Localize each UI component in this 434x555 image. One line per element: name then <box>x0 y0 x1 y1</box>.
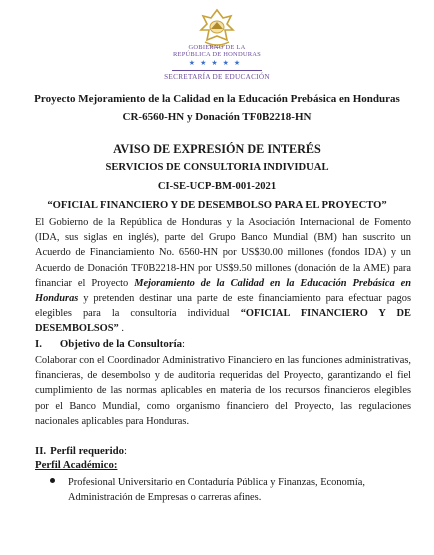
project-title: Proyecto Mejoramiento de la Calidad en la Educación Prebásica en Honduras <box>34 93 400 105</box>
bullet-icon <box>50 478 55 483</box>
section-2-number: II. <box>35 445 47 457</box>
notice-code: CI-SE-UCP-BM-001-2021 <box>157 181 277 192</box>
section-1-label: Objetivo de la Consultoría <box>59 338 182 350</box>
section-1-colon: : <box>181 338 185 350</box>
intro-part-1: El Gobierno de la República de Honduras y la Asociación Internacional de Fomento (IDA, sus siglas en inglés), parte del Grupo Banco Mundial (BM) han suscrito un Acuerdo de Financiamiento No. 6560-HN por US$30.00 millones (fondos IDA) y un Acuerdo de Donación TF0B2218-HN por US$9.50 millones (donación de la AME) para financiar el Proyecto <box>35 217 411 289</box>
section-2-label: Perfil requerido <box>50 445 124 457</box>
section-2-colon: : <box>123 445 127 457</box>
section-1-heading <box>35 338 185 350</box>
intro-project-name: Mejoramiento de la Calidad en la Educación Prebásica en Honduras <box>35 277 411 305</box>
section-2-heading <box>35 445 127 457</box>
intro-part-3: . <box>118 323 124 335</box>
section-1-number: I. <box>35 338 42 350</box>
section-1-body: Colaborar con el Coordinador Administrativo Financiero en las funciones administrativas, financieras, de desembolso y de auditoria requeridas del Proyecto, garantizando el fiel cumplimiento de las normas aplicables en materia de los recursos financieros elegibles por el Banco Mundial, como organismo financiero del Proyecto, las regulaciones nacionales aplicables para Honduras. <box>35 355 411 427</box>
project-credit: CR-6560-HN y Donación TF0B2218-HN <box>122 111 312 123</box>
seal-divider <box>172 70 262 71</box>
notice-service: SERVICIOS DE CONSULTORIA INDIVIDUAL <box>105 162 329 173</box>
stars-row: ★★★★★ <box>188 59 246 67</box>
notice-heading: AVISO DE EXPRESIÓN DE INTERÉS <box>113 142 321 156</box>
intro-paragraph <box>35 215 411 337</box>
gov-line-1: GOBIERNO DE LA <box>188 44 246 51</box>
secretaria-label: SECRETARÍA DE EDUCACIÓN <box>164 73 270 81</box>
intro-part-2: y pretenden destinar una parte de este financiamiento para efectuar pagos elegibles para la consultoría individual <box>35 293 411 320</box>
list-item: Profesional Universitario en Contaduría Pública y Finanzas, Economía, Administración de Empresas o carreras afines. <box>68 477 365 504</box>
gov-line-2: REPÚBLICA DE HONDURAS <box>173 51 261 58</box>
intro-consultancy: “OFICIAL FINANCIERO Y DE DESEMBOLSOS” <box>35 308 411 335</box>
perfil-academico-heading: Perfil Académico: <box>35 459 118 471</box>
notice-position: “OFICIAL FINANCIERO Y DE DESEMBOLSO PARA EL PROYECTO” <box>47 200 387 211</box>
